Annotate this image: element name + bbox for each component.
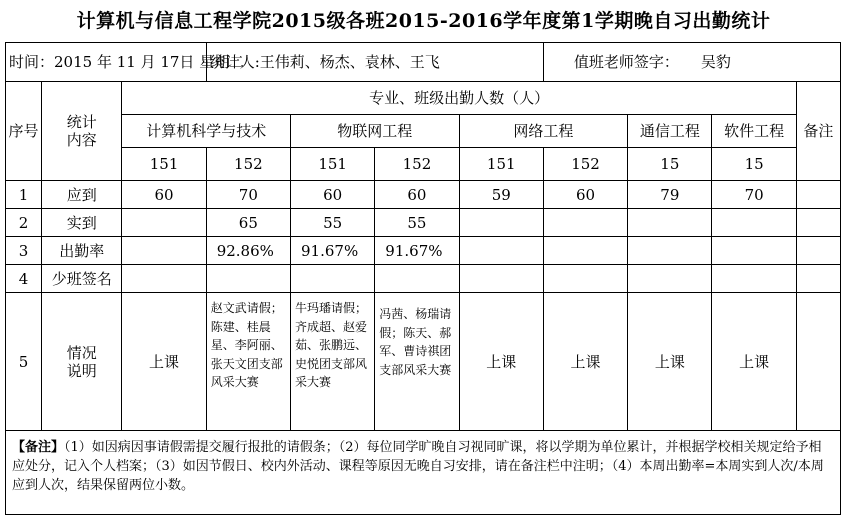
situation-cell: 牛玛璠请假；齐成超、赵爱茹、张鹏远、史悦团支部风采大赛 <box>291 293 375 431</box>
header-remarks: 备注 <box>796 82 840 181</box>
table-cell: 92.86% <box>206 237 290 265</box>
major-network: 网络工程 <box>459 115 628 148</box>
situation-cell: 上课 <box>122 293 206 431</box>
table-cell <box>543 209 627 237</box>
class-row <box>6 148 841 181</box>
counter-cell: 统计人:王伟莉、杨杰、袁林、王飞 <box>206 43 543 82</box>
class-cell: 15 <box>628 148 712 181</box>
table-cell <box>543 265 627 293</box>
table-cell: 60 <box>291 181 375 209</box>
table-cell <box>459 265 543 293</box>
row-seq: 3 <box>6 237 42 265</box>
row-label: 出勤率 <box>42 237 122 265</box>
class-cell: 152 <box>206 148 290 181</box>
table-cell: 60 <box>375 181 459 209</box>
table-cell <box>122 237 206 265</box>
row-label: 实到 <box>42 209 122 237</box>
class-cell: 151 <box>459 148 543 181</box>
major-iot: 物联网工程 <box>291 115 460 148</box>
remarks-cell <box>796 293 840 431</box>
class-cell: 151 <box>291 148 375 181</box>
table-cell <box>712 265 796 293</box>
table-cell <box>628 265 712 293</box>
row-label: 情况 说明 <box>42 293 122 431</box>
row-seq: 2 <box>6 209 42 237</box>
notes-label: 【备注】 <box>12 440 65 455</box>
table-cell <box>459 209 543 237</box>
table-cell: 55 <box>291 209 375 237</box>
situation-cell: 赵文武请假；陈建、桂晨星、李阿丽、张天文团支部风采大赛 <box>206 293 290 431</box>
table-row-situation <box>6 293 841 431</box>
remarks-cell <box>796 265 840 293</box>
situation-cell: 上课 <box>543 293 627 431</box>
class-cell: 15 <box>712 148 796 181</box>
table-row-actual <box>6 209 841 237</box>
table-row-signature <box>6 265 841 293</box>
table-cell: 60 <box>122 181 206 209</box>
table-cell <box>712 209 796 237</box>
table-cell: 65 <box>206 209 290 237</box>
situation-cell: 上课 <box>628 293 712 431</box>
table-cell: 91.67% <box>291 237 375 265</box>
remarks-cell <box>796 237 840 265</box>
time-cell: 时间：2015 年 11 月 17日 星期二 <box>6 43 207 82</box>
table-cell <box>628 237 712 265</box>
table-row-expected <box>6 181 841 209</box>
teacher-sign-cell <box>543 43 840 82</box>
table-cell <box>122 265 206 293</box>
notes-text: （1）如因病因事请假需提交履行报批的请假条；（2）每位同学旷晚自习视同旷课，将以学期为单位累计，并根据学校相关规定给予相应处分，记入个人档案；（3）如因节假日、校内外活动、课程等原因无晚自习安排，请在备注栏中注明；（4）本周出勤率=本周实到人次/本周应到人次，结果保留两位小数。 <box>12 440 824 493</box>
row-seq: 1 <box>6 181 42 209</box>
row-seq: 5 <box>6 293 42 431</box>
table-cell <box>543 237 627 265</box>
table-cell <box>628 209 712 237</box>
class-cell: 151 <box>122 148 206 181</box>
info-row <box>6 43 841 82</box>
table-cell <box>712 237 796 265</box>
teacher-name: 吴豹 <box>700 53 731 71</box>
major-cs: 计算机科学与技术 <box>122 115 291 148</box>
table-cell <box>459 237 543 265</box>
situation-cell: 上课 <box>712 293 796 431</box>
teacher-label: 值班老师签字： <box>573 53 679 71</box>
row-seq: 4 <box>6 265 42 293</box>
table-cell: 59 <box>459 181 543 209</box>
table-cell <box>375 265 459 293</box>
page-title: 计算机与信息工程学院2015级各班2015-2016学年度第1学期晚自习出勤统计 <box>76 10 771 32</box>
major-comm: 通信工程 <box>628 115 712 148</box>
row-label: 应到 <box>42 181 122 209</box>
attendance-table <box>5 42 841 515</box>
class-cell: 152 <box>375 148 459 181</box>
row-label: 少班签名 <box>42 265 122 293</box>
table-cell <box>122 209 206 237</box>
table-cell: 91.67% <box>375 237 459 265</box>
table-cell: 70 <box>206 181 290 209</box>
table-cell: 70 <box>712 181 796 209</box>
table-cell: 60 <box>543 181 627 209</box>
notes-cell <box>6 431 841 515</box>
header-seq: 序号 <box>6 82 42 181</box>
header-group-title: 专业、班级出勤人数（人） <box>122 82 796 115</box>
header-stat-content: 统计 内容 <box>42 82 122 181</box>
remarks-cell <box>796 181 840 209</box>
situation-cell: 上课 <box>459 293 543 431</box>
table-cell <box>291 265 375 293</box>
class-cell: 152 <box>543 148 627 181</box>
table-cell: 55 <box>375 209 459 237</box>
table-row-rate <box>6 237 841 265</box>
situation-cell: 冯茜、杨瑞请假；陈天、郝军、曹诗祺团支部风采大赛 <box>375 293 459 431</box>
remarks-cell <box>796 209 840 237</box>
table-cell: 79 <box>628 181 712 209</box>
table-cell <box>206 265 290 293</box>
notes-row <box>6 431 841 515</box>
major-software: 软件工程 <box>712 115 796 148</box>
